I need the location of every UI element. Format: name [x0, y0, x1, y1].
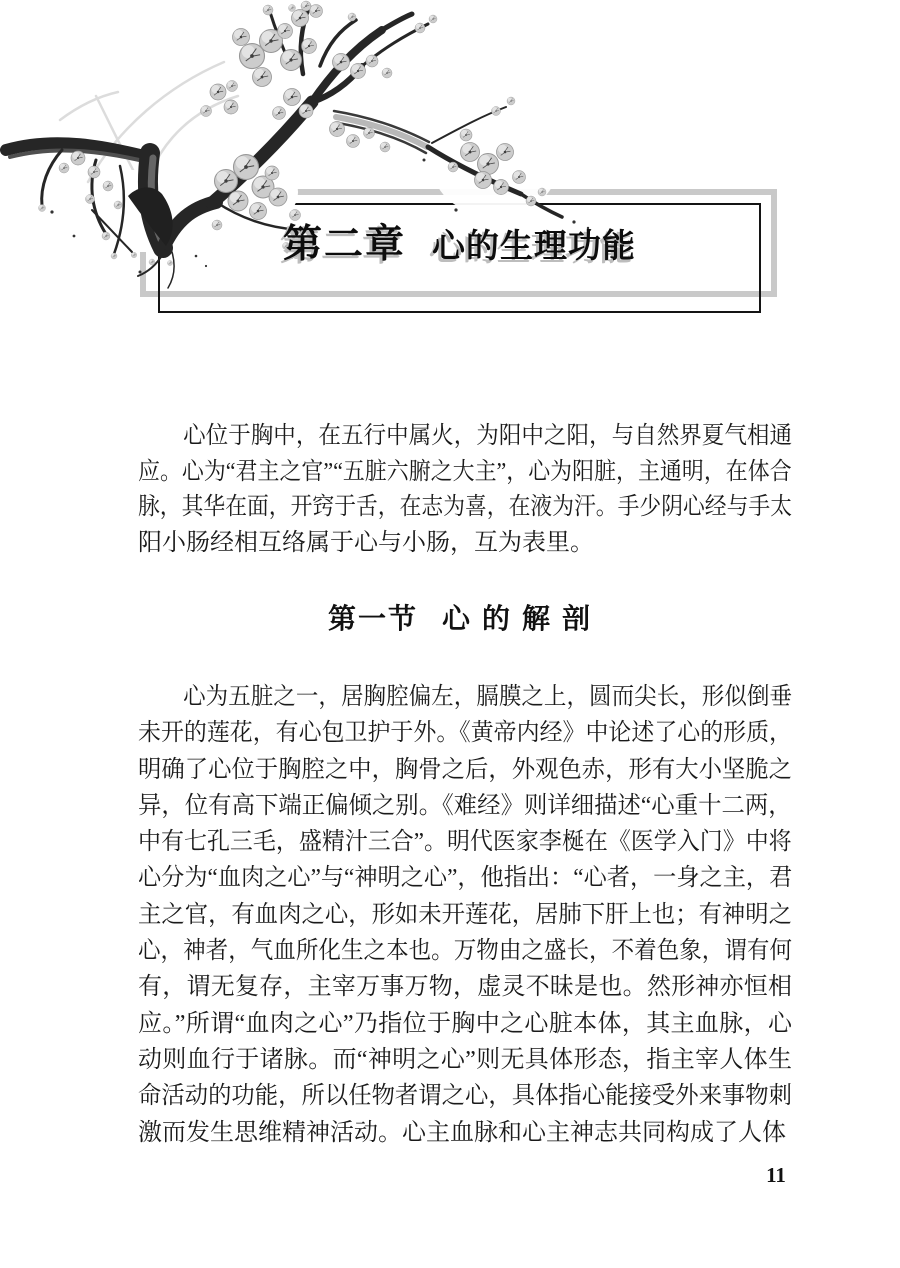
chapter-name: 心的生理功能 — [432, 227, 636, 264]
anatomy-paragraph — [138, 679, 792, 1151]
text-line: 心分为“血肉之心”与“神明之心”，他指出：“心者，一身之主，君 — [138, 865, 793, 892]
text-line: 有，谓无复存，主宰万事万物，虚灵不昧是也。然形神亦恒相 — [138, 974, 792, 1001]
text-line: 激而发生思维精神活动。心主血脉和心主神志共同构成了人体 — [138, 1119, 786, 1146]
text-line: 应。”所谓“血肉之心”乃指位于胸中之心脏本体，其主血脉，心 — [138, 1010, 792, 1037]
intro-paragraph — [138, 419, 792, 561]
plum-blossom-ink-painting-icon — [0, 0, 640, 340]
text-line: 中有七孔三毛，盛精汁三合”。明代医家李梴在《医学入门》中将 — [138, 829, 792, 856]
chapter-title — [158, 222, 761, 276]
text-line: 心为五脏之一，居胸腔偏左，膈膜之上，圆而尖长，形似倒垂 — [183, 684, 792, 710]
text-line: 心，神者，气血所化生之本也。万物由之盛长，不着色象，谓有何 — [138, 938, 792, 965]
text-line: 心位于胸中，在五行中属火，为阳中之阳，与自然界夏气相通 — [183, 423, 792, 449]
section-name: 心的解剖 — [442, 603, 603, 634]
text-line: 脉，其华在面，开窍于舌，在志为喜，在液为汗。手少阴心经与手太 — [138, 494, 792, 520]
section-heading — [138, 599, 792, 639]
text-line: 动则血行于诸脉。而“神明之心”则无具体形态，指主宰人体生 — [138, 1046, 792, 1073]
text-line: 阳小肠经相互络属于心与小肠，互为表里。 — [138, 529, 594, 556]
page-number: 11 — [766, 1163, 786, 1187]
chapter-label: 第二章 — [282, 223, 406, 266]
section-label: 第一节 — [327, 603, 418, 634]
text-line: 异，位有高下端正偏倾之别。《难经》则详细描述“心重十二两， — [138, 792, 792, 819]
text-line: 应。心为“君主之官”“五脏六腑之大主”，心为阳脏，主通明，在体合 — [138, 458, 792, 485]
text-line: 主之官，有血肉之心，形如未开莲花，居肺下肝上也；有神明之 — [138, 901, 792, 928]
text-line: 明确了心位于胸腔之中，胸骨之后，外观色赤，形有大小坚脆之 — [138, 756, 792, 783]
text-line: 未开的莲花，有心包卫护于外。《黄帝内经》中论述了心的形质， — [138, 720, 792, 747]
text-line: 命活动的功能，所以任物者谓之心，具体指心能接受外来事物刺 — [138, 1083, 792, 1110]
